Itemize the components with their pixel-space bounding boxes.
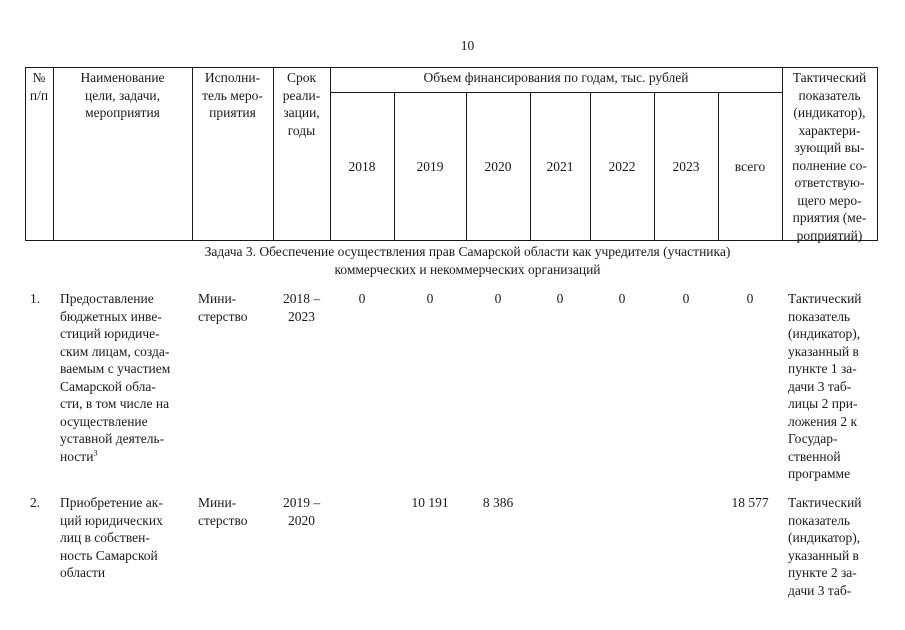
row-value: 0 bbox=[358, 291, 366, 306]
header-funding: Объем финансирования по годам, тыс. рублей bbox=[423, 70, 689, 85]
row-name-text: Предоставление бюджетных инве- стиций юридиче- ским лицам, созда- ваемым с участием Самарской обла- сти, в том числе на осуществление уставной деятель- ности bbox=[60, 291, 171, 464]
header-num: № п/п bbox=[29, 70, 49, 103]
grid-top-line bbox=[25, 67, 878, 68]
row-executor: Мини- стерство bbox=[198, 291, 248, 324]
row-value: 0 bbox=[556, 291, 564, 306]
page-number: 10 bbox=[460, 38, 475, 53]
row-term: 2018 – 2023 bbox=[282, 291, 321, 324]
row-value: 10 191 bbox=[411, 495, 449, 510]
row-value: 0 bbox=[682, 291, 690, 306]
header-executor: Исполни- тель меро- приятия bbox=[202, 70, 263, 120]
grid-bottom-line bbox=[25, 240, 878, 241]
row-indicator: Тактический показатель (индикатор), указанный в пункте 1 за- дачи 3 таб- лицы 2 при- ложения 2 к Государ- ственной программе bbox=[788, 291, 862, 481]
row-value: 8 386 bbox=[482, 495, 514, 510]
footnote-marker: 3 bbox=[93, 448, 98, 457]
row-total: 0 bbox=[746, 291, 754, 306]
row-name: Приобретение ак- ций юридических лиц в собствен- ность Самарской области bbox=[60, 495, 163, 580]
grid-col-line bbox=[877, 67, 878, 241]
row-value: 0 bbox=[618, 291, 626, 306]
header-year: 2018 bbox=[348, 159, 376, 174]
row-name bbox=[60, 290, 192, 465]
row-value: 0 bbox=[426, 291, 434, 306]
header-indicator: Тактический показатель (индикатор), характери- зующий вы- полнение со- ответствую- щего меро- приятия (ме- роприятий) bbox=[792, 70, 867, 243]
header-year: 2021 bbox=[546, 159, 574, 174]
header-year: 2022 bbox=[608, 159, 636, 174]
grid-funding-divider bbox=[330, 92, 782, 93]
header-year: 2019 bbox=[416, 159, 444, 174]
grid-col-line bbox=[330, 67, 331, 241]
row-indicator: Тактический показатель (индикатор), указанный в пункте 2 за- дачи 3 таб- bbox=[788, 495, 862, 598]
task-title: Задача 3. Обеспечение осуществления прав Самарской области как учредителя (участника) коммерческих и некоммерческих организаций bbox=[204, 244, 731, 277]
header-term: Срок реали- зации, годы bbox=[282, 70, 321, 138]
row-number: 1. bbox=[30, 291, 41, 306]
header-name: Наименование цели, задачи, мероприятия bbox=[80, 70, 165, 120]
row-value: 0 bbox=[494, 291, 502, 306]
row-term: 2019 – 2020 bbox=[282, 495, 321, 528]
row-number: 2. bbox=[30, 495, 41, 510]
header-year: 2020 bbox=[484, 159, 512, 174]
header-total: всего bbox=[734, 159, 766, 174]
row-total: 18 577 bbox=[731, 495, 769, 510]
header-year: 2023 bbox=[672, 159, 700, 174]
row-executor: Мини- стерство bbox=[198, 495, 248, 528]
